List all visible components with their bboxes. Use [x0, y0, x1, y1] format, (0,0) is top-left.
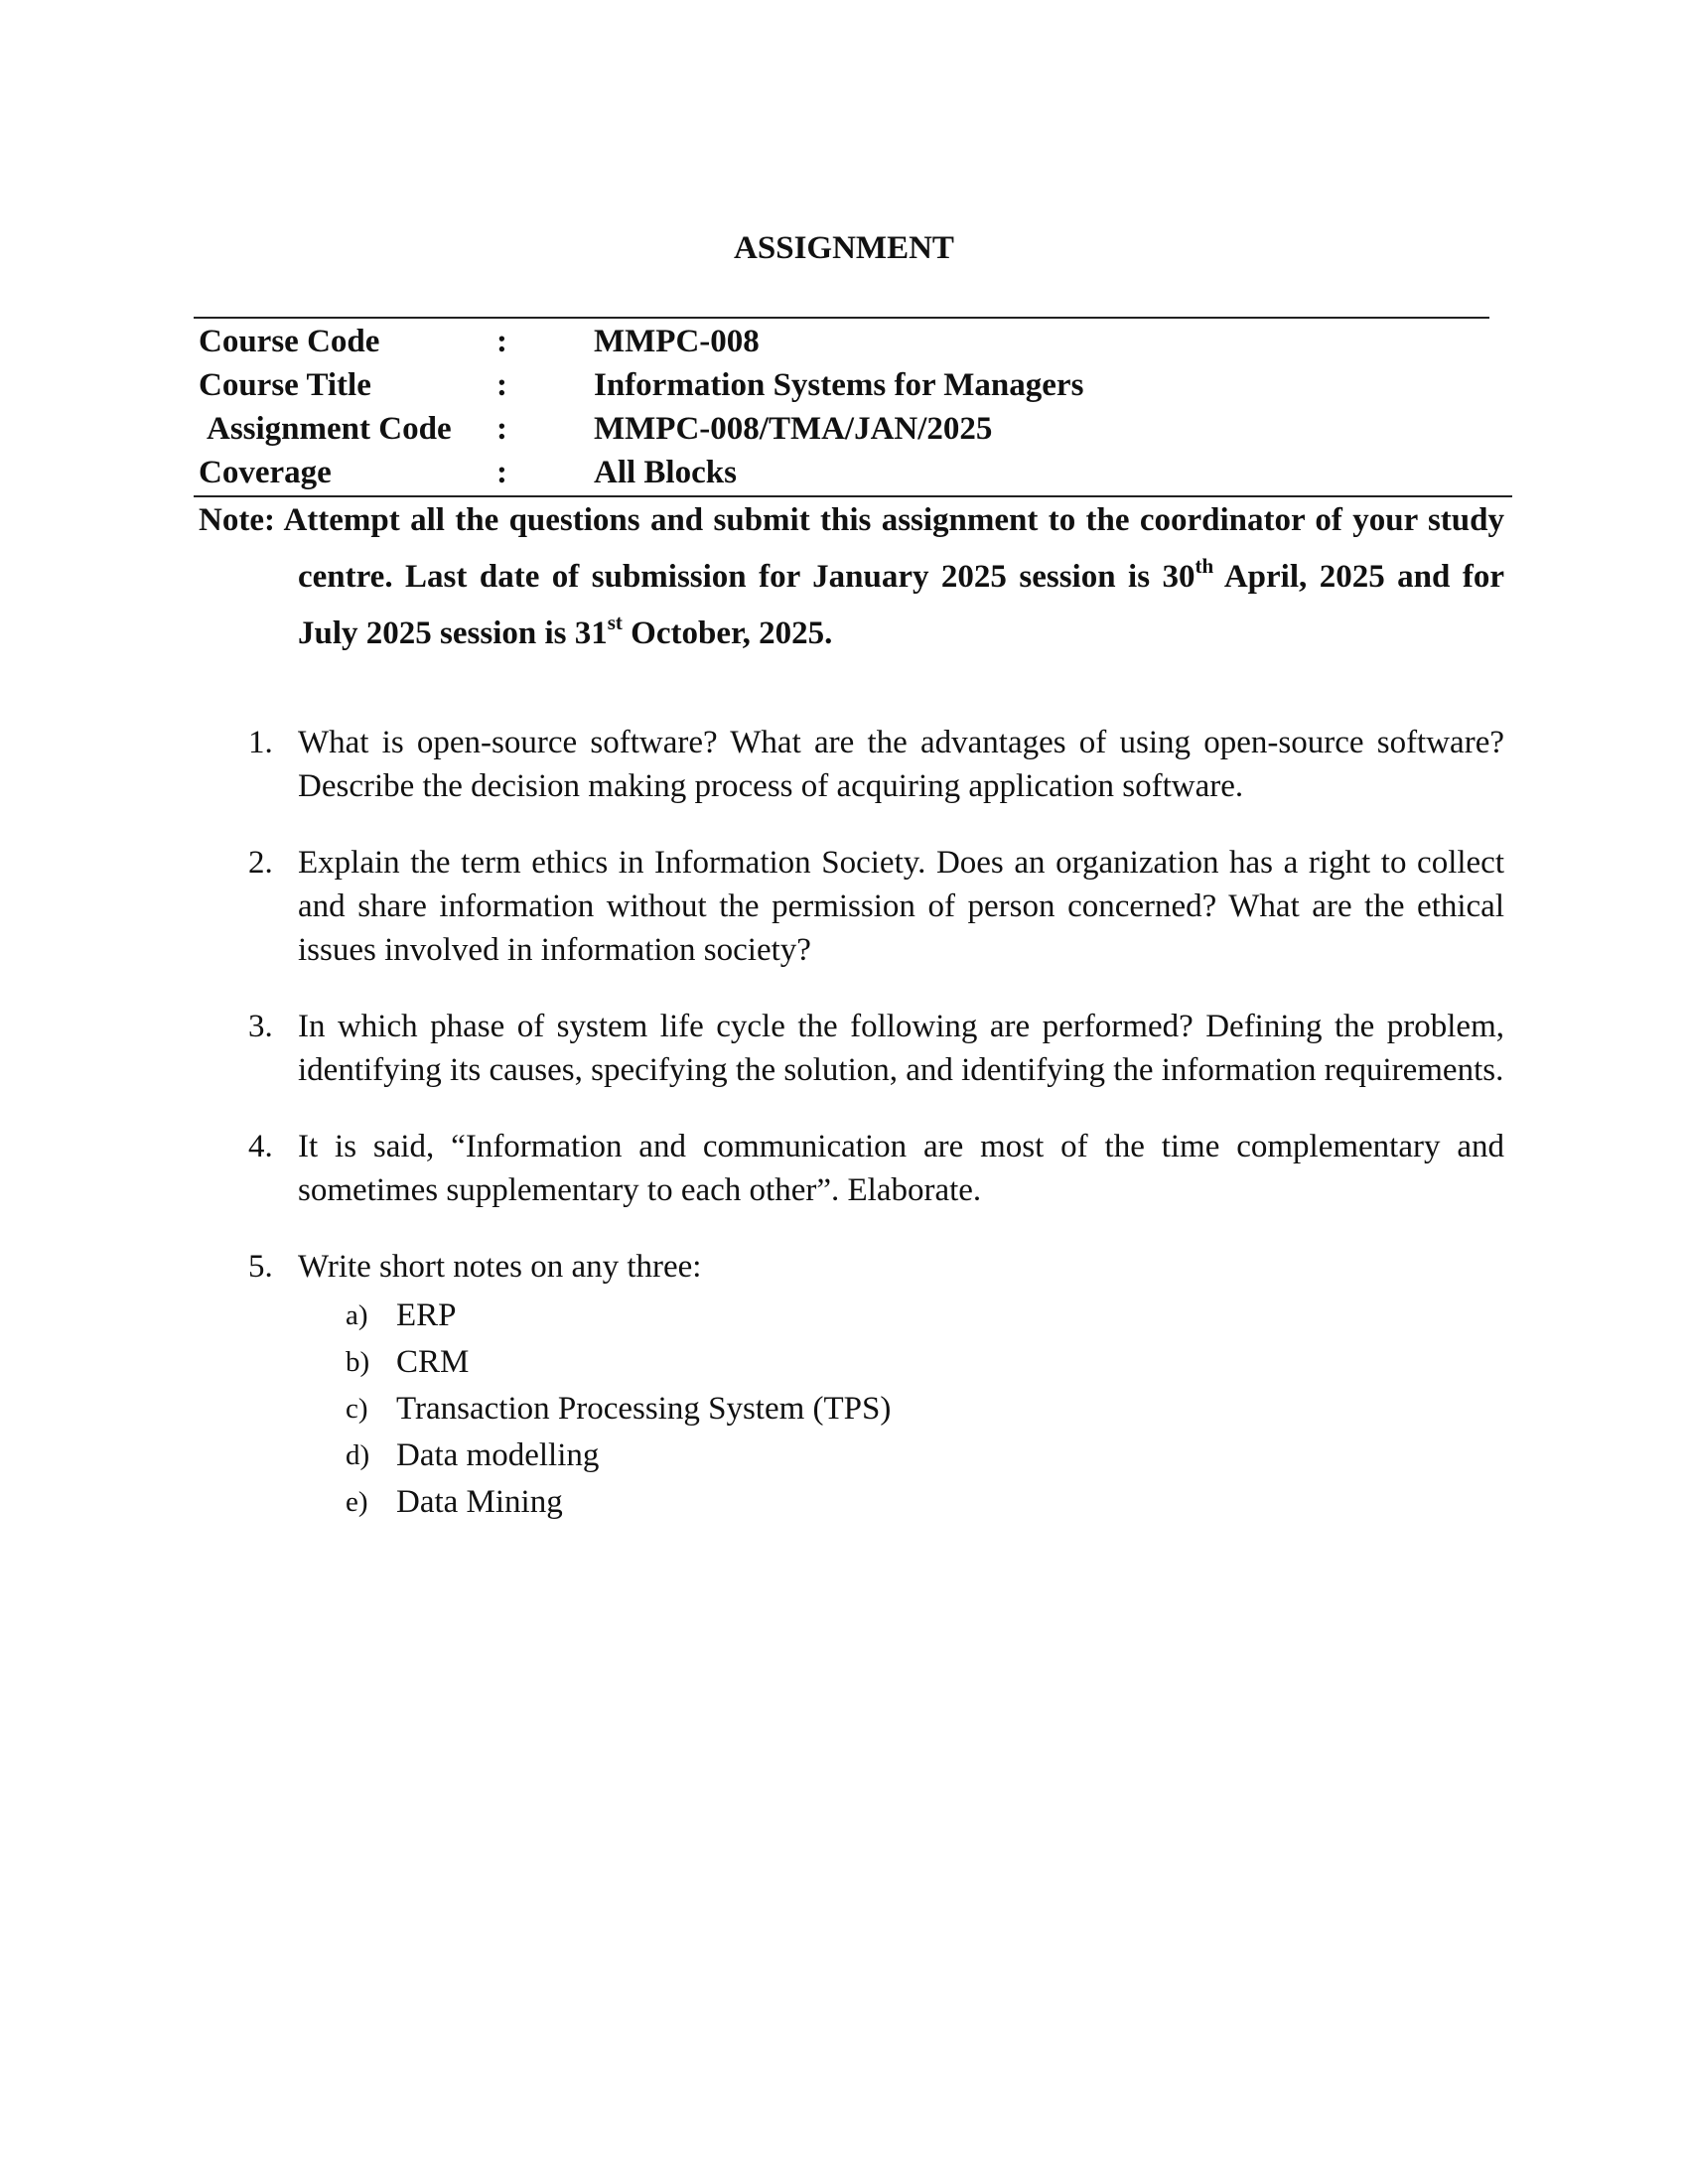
course-title-value: Information Systems for Managers: [594, 367, 1084, 403]
short-note-item: [298, 1479, 1504, 1526]
question-text: Explain the term ethics in Information Society. Does an organization has a right to collect and share information without the permission of person concerned? What are the ethical issues involved in information society?: [298, 845, 1504, 968]
note-text-1: Note: Attempt all the questions and submit this assignment to the coordinator of your study centre. Last date of submission for January 2025 session is 30: [199, 502, 1504, 595]
question-text: Write short notes on any three:: [298, 1249, 702, 1285]
course-code-row: [199, 320, 1489, 363]
course-title-colon: :: [496, 367, 507, 403]
short-note-text: CRM: [396, 1344, 470, 1380]
question-text: In which phase of system life cycle the following are performed? Defining the problem, identifying its causes, specifying the solution, and identifying the information requirements.: [298, 1009, 1504, 1088]
course-code-label: Course Code: [199, 324, 380, 359]
question-item: [228, 721, 1504, 808]
assignment-code-colon: :: [496, 411, 507, 447]
short-note-text: Transaction Processing System (TPS): [396, 1391, 892, 1427]
short-note-letter: e): [346, 1486, 368, 1518]
question-number: 1.: [248, 725, 273, 760]
short-note-letter: d): [346, 1439, 370, 1471]
question-number: 2.: [248, 845, 273, 881]
short-note-item: [298, 1433, 1504, 1479]
short-note-letter: c): [346, 1393, 368, 1425]
short-note-item: [298, 1293, 1504, 1339]
page-title: ASSIGNMENT: [734, 230, 954, 266]
short-note-text: Data modelling: [396, 1437, 600, 1473]
short-note-item: [298, 1386, 1504, 1433]
short-note-item: [298, 1339, 1504, 1386]
note-sup-1: th: [1195, 554, 1214, 578]
course-code-colon: :: [496, 324, 507, 359]
short-note-text: ERP: [396, 1297, 457, 1333]
assignment-code-label: Assignment Code: [207, 411, 452, 447]
course-details: [199, 320, 1489, 494]
question-text: It is said, “Information and communication are most of the time complementary and sometimes supplementary to each other”. Elaborate.: [298, 1129, 1504, 1208]
coverage-value: All Blocks: [594, 455, 737, 490]
coverage-row: [199, 451, 1489, 494]
coverage-colon: :: [496, 455, 507, 490]
question-item: [228, 841, 1504, 972]
short-notes-list: [298, 1293, 1504, 1526]
question-item: [228, 1005, 1504, 1092]
question-number: 3.: [248, 1009, 273, 1044]
course-title-label: Course Title: [199, 367, 371, 403]
assignment-code-row: [199, 407, 1489, 451]
note-text-3: October, 2025.: [622, 615, 833, 651]
question-list: [228, 721, 1504, 1526]
note-sup-2: st: [607, 611, 623, 634]
question-number: 4.: [248, 1129, 273, 1164]
assignment-code-value: MMPC-008/TMA/JAN/2025: [594, 411, 993, 447]
course-code-value: MMPC-008: [594, 324, 760, 359]
short-note-letter: a): [346, 1299, 368, 1331]
question-number: 5.: [248, 1249, 273, 1285]
course-title-row: [199, 363, 1489, 407]
header-rule-top: [194, 317, 1489, 319]
short-note-text: Data Mining: [396, 1484, 563, 1520]
question-item: [228, 1125, 1504, 1212]
note-text-2: April, 2025 and for July 2025 session is 31: [298, 559, 1504, 651]
coverage-label: Coverage: [199, 455, 332, 490]
question-text: What is open-source software? What are the advantages of using open-source software? Describe the decision making process of acquiring application software.: [298, 725, 1504, 804]
short-note-letter: b): [346, 1346, 370, 1378]
submission-note: [199, 492, 1504, 662]
question-item: [228, 1245, 1504, 1526]
